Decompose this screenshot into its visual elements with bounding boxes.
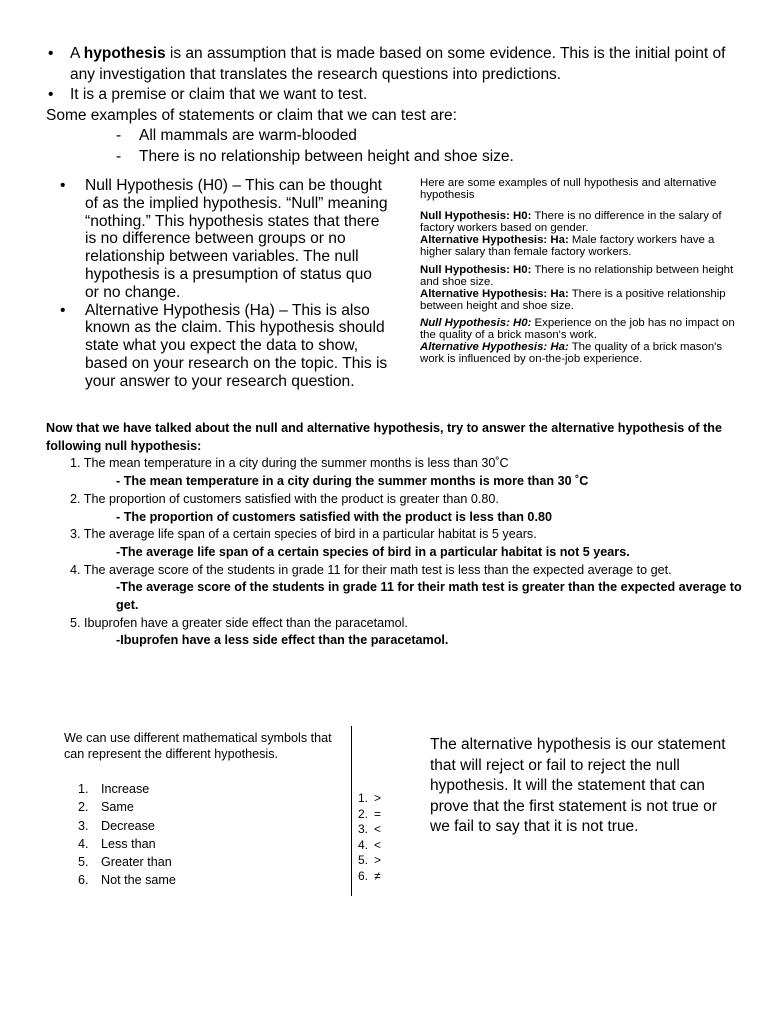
null-hypothesis-definition: • Null Hypothesis (H0) – This can be thought of as the implied hypothesis. “Null” meaning “nothing.” This hypothesis states that there is no difference between groups or no relationship between variables. The null hypothesis is a presumption of status quo or no change. bbox=[60, 177, 388, 301]
exercise-answer: -The average life span of a certain species of bird in a particular habitat is not 5 years. bbox=[116, 544, 630, 559]
exercise-answer: -The average score of the students in grade 11 for their math test is greater than the expected average to get. bbox=[116, 580, 742, 613]
example-item: - All mammals are warm-blooded bbox=[46, 126, 746, 147]
list-item: 5. Greater than bbox=[78, 855, 172, 870]
exercise-question: 1. The mean temperature in a city during the summer months is less than 30˚C bbox=[70, 456, 509, 471]
exercise-answer: - The mean temperature in a city during the summer months is more than 30 ˚C bbox=[116, 474, 589, 489]
intro-bullet-1: • A hypothesis is an assumption that is made based on some evidence. This is the initial point of any investigation that translates the research questions into predictions. bbox=[48, 45, 726, 83]
examples-heading: Some examples of statements or claim that we can test are: bbox=[46, 106, 457, 124]
list-item: 6. ≠ bbox=[358, 868, 381, 883]
example-group: Null Hypothesis: H0: There is no difference in the salary of factory workers based on gender. Alternative Hypothesis: Ha: Male factory workers have a higher salary than female factory workers. bbox=[420, 210, 722, 259]
symbols-title: We can use different mathematical symbols that can represent the different hypothesis. bbox=[64, 731, 332, 761]
exercise-answer: - The proportion of customers satisfied with the product is less than 0.80 bbox=[116, 509, 552, 524]
examples-box-intro: Here are some examples of null hypothesis and alternative hypothesis bbox=[420, 177, 717, 202]
symbol: > bbox=[374, 791, 382, 805]
symbol: < bbox=[374, 822, 382, 837]
symbol: = bbox=[374, 806, 382, 821]
bullet-icon: • bbox=[48, 86, 54, 103]
list-item: 6. Not the same bbox=[78, 873, 176, 888]
bullet-icon: • bbox=[60, 177, 66, 194]
exercise-heading: Now that we have talked about the null and alternative hypothesis, try to answer the alternative hypothesis of the following null hypothesis: bbox=[46, 421, 723, 453]
exercise-question: 4. The average score of the students in grade 11 for their math test is less than the expected average to get. bbox=[70, 562, 672, 577]
list-item: 2. Same bbox=[78, 800, 134, 815]
list-item: 1. > bbox=[358, 791, 382, 805]
symbol: > bbox=[374, 853, 382, 868]
exercise-question: 5. Ibuprofen have a greater side effect than the paracetamol. bbox=[70, 615, 408, 630]
intro-section bbox=[46, 44, 746, 167]
column-divider bbox=[351, 726, 352, 896]
exercise-answer: -Ibuprofen have a less side effect than the paracetamol. bbox=[116, 633, 449, 648]
list-item: 3. < bbox=[358, 822, 382, 837]
list-item: 5. > bbox=[358, 853, 382, 868]
alternative-hypothesis-definition: • Alternative Hypothesis (Ha) – This is also known as the claim. This hypothesis should state what you expect the data to show, based on your research on the topic. This is your answer to your research question. bbox=[60, 301, 388, 390]
example-group: Null Hypothesis: H0: There is no relationship between height and shoe size. Alternative Hypothesis: Ha: There is a positive relationship between height and shoe size. bbox=[420, 263, 734, 312]
examples-box bbox=[420, 177, 740, 365]
example-group: Null Hypothesis: H0: Experience on the job has no impact on the quality of a brick mason's work. Alternative Hypothesis: Ha: The quality of a brick mason's work is influenced by on-the-job experience. bbox=[420, 316, 735, 366]
symbols-list bbox=[358, 791, 381, 885]
symbol: ≠ bbox=[374, 868, 381, 883]
list-item: 1. Increase bbox=[78, 782, 150, 796]
exercise-question: 3. The average life span of a certain species of bird in a particular habitat is 5 years. bbox=[70, 527, 537, 542]
dash-icon: - bbox=[116, 147, 122, 165]
list-item: 2. = bbox=[358, 806, 382, 821]
bullet-icon: • bbox=[60, 301, 66, 319]
hypothesis-term: hypothesis bbox=[83, 45, 166, 62]
intro-bullet-2: • It is a premise or claim that we want to test. bbox=[46, 85, 746, 106]
example-item: - There is no relationship between height and shoe size. bbox=[46, 147, 746, 168]
exercise-question: 2. The proportion of customers satisfied with the product is greater than 0.80. bbox=[70, 491, 499, 506]
dash-icon: - bbox=[116, 127, 122, 144]
list-item: 4. Less than bbox=[78, 836, 156, 851]
symbol: < bbox=[374, 837, 382, 852]
list-item: 3. Decrease bbox=[78, 818, 155, 833]
alternative-hypothesis-summary: The alternative hypothesis is our statement that will reject or fail to reject the null hypothesis. It will the statement that can prove that the first statement is not true or we fail to say that it is not true. bbox=[430, 736, 726, 836]
list-item: 4. < bbox=[358, 837, 382, 852]
bullet-icon: • bbox=[48, 45, 54, 62]
exercise-section bbox=[46, 420, 746, 650]
symbols-word-list bbox=[78, 780, 176, 890]
definitions-list bbox=[60, 177, 390, 391]
